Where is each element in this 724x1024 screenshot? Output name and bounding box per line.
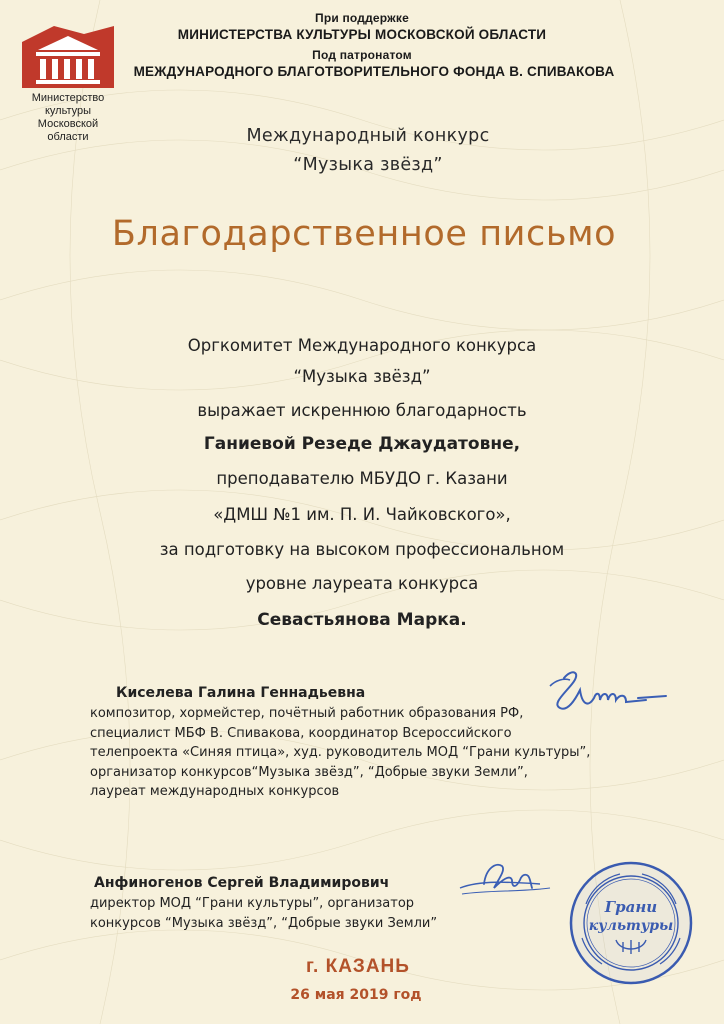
date: 26 мая 2019 год xyxy=(290,987,422,1003)
signer2-name: Анфиногенов Сергей Владимирович xyxy=(94,875,390,891)
body-line: за подготовку на высоком профессиональном xyxy=(159,540,565,559)
body-line: «ДМШ №1 им. П. И. Чайковского», xyxy=(213,505,511,524)
signer1-desc-line: специалист МБФ В. Спивакова, координатор Всероссийского xyxy=(90,725,512,741)
body-line: уровне лауреата конкурса xyxy=(245,574,479,593)
ministry-line: МИНИСТЕРСТВА КУЛЬТУРЫ МОСКОВСКОЙ ОБЛАСТИ xyxy=(177,27,547,42)
signer1-name: Киселева Галина Геннадьевна xyxy=(116,685,366,701)
document-title: Благодарственное письмо xyxy=(111,214,617,254)
signer2-description xyxy=(90,894,437,933)
recipient-name: Ганиевой Резеде Джаудатовне, xyxy=(203,434,521,454)
stamp-text-bottom: культуры xyxy=(588,918,674,934)
stamp-text-top: Грани xyxy=(604,898,658,916)
signer1-desc-line: композитор, хормейстер, почётный работник образования РФ, xyxy=(90,706,524,721)
signer2-desc-line: конкурсов “Музыка звёзд”, “Добрые звуки Земли” xyxy=(90,915,438,931)
ministry-building-icon xyxy=(14,22,124,92)
logo-text-line: Московской xyxy=(37,118,99,130)
patronage-line: Под патронатом xyxy=(312,48,412,62)
logo-text-line: области xyxy=(47,131,89,143)
contest-line-2: “Музыка звёзд” xyxy=(293,155,443,175)
fund-line: МЕЖДУНАРОДНОГО БЛАГОТВОРИТЕЛЬНОГО ФОНДА В. СПИВАКОВА xyxy=(133,64,615,79)
logo-text-line: культуры xyxy=(44,105,92,117)
signature-2 xyxy=(450,858,560,902)
logo-text-line: Министерство xyxy=(31,92,105,104)
signer1-desc-line: телепроекта «Синяя птица», худ. руководитель МОД “Грани культуры”, xyxy=(90,745,591,760)
body-line: Оргкомитет Международного конкурса xyxy=(187,336,537,355)
laureate-name: Севастьянова Марка. xyxy=(257,610,467,630)
signer1-desc-line: организатор конкурсов“Музыка звёзд”, “Добрые звуки Земли”, xyxy=(90,764,528,780)
signer1-description xyxy=(90,704,590,802)
contest-line-1: Международный конкурс xyxy=(246,126,490,146)
body-line: “Музыка звёзд” xyxy=(293,367,431,386)
signer2-desc-line: директор МОД “Грани культуры”, организатор xyxy=(90,896,415,911)
city: г. КАЗАНЬ xyxy=(306,956,410,977)
support-line: При поддержке xyxy=(315,11,409,25)
signer1-desc-line: лауреат международных конкурсов xyxy=(90,784,340,799)
body-line: преподавателю МБУДО г. Казани xyxy=(216,469,508,488)
body-line: выражает искреннюю благодарность xyxy=(197,401,527,420)
